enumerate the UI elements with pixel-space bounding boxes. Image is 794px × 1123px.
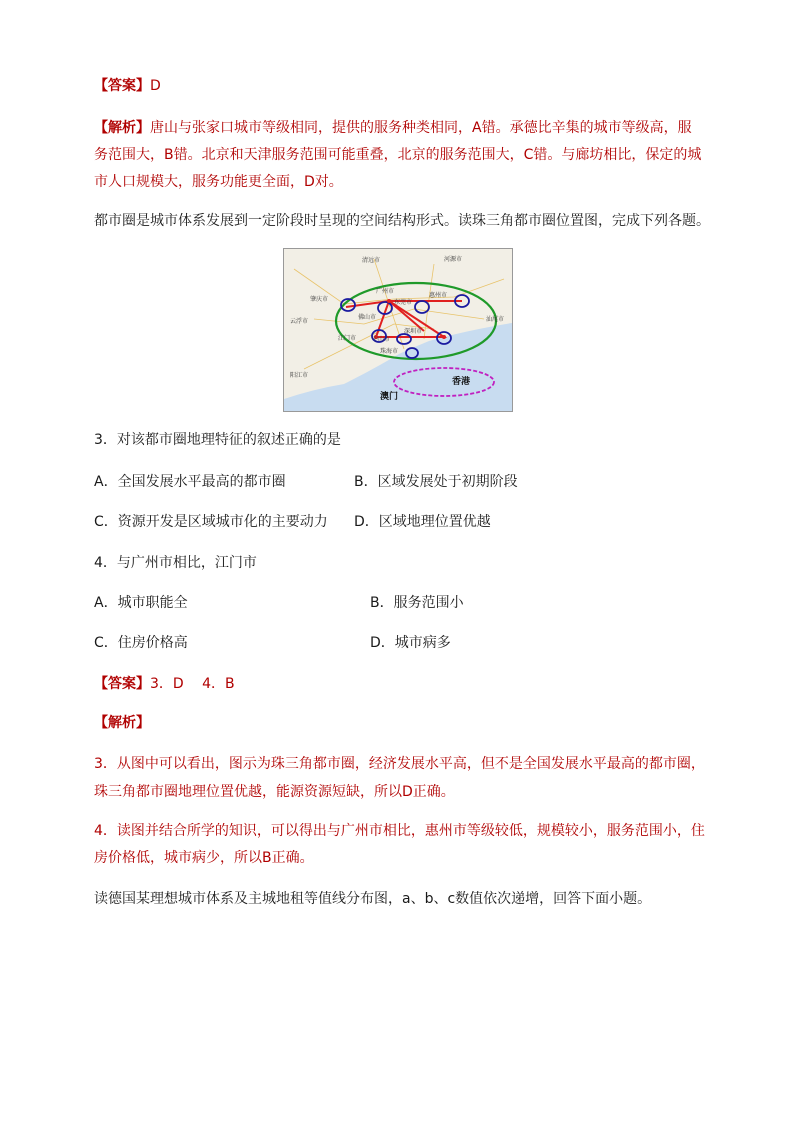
question-intro: 都市圈是城市体系发展到一定阶段时呈现的空间结构形式。读珠三角都市圈位置图，完成下列各题。 bbox=[94, 213, 710, 229]
answer-value-2: 3．D 4．B bbox=[150, 676, 235, 692]
label-heyuan: 河源市 bbox=[444, 256, 463, 263]
label-yunfu: 云浮市 bbox=[290, 318, 309, 325]
q3-option-a: A．全国发展水平最高的都市圈 bbox=[94, 474, 286, 490]
q3-option-c: C．资源开发是区域城市化的主要动力 bbox=[94, 514, 328, 530]
q4-stem: 4．与广州市相比，江门市 bbox=[94, 555, 257, 571]
label-zhuhai: 珠海市 bbox=[380, 348, 399, 355]
analysis-line-2 bbox=[94, 713, 150, 733]
analysis-text-3: 市人口规模大，服务功能更全面，D对。 bbox=[94, 174, 343, 190]
answer-tag: 【答案】 bbox=[94, 78, 150, 94]
answer-tag-2: 【答案】 bbox=[94, 676, 150, 692]
pearl-river-delta-map bbox=[283, 248, 513, 412]
label-jiangmen: 江门市 bbox=[338, 335, 357, 342]
exp4-line-2: 房价格低，城市病少，所以B正确。 bbox=[94, 850, 314, 866]
q4-option-c: C．住房价格高 bbox=[94, 635, 188, 651]
q4-option-b: B．服务范围小 bbox=[370, 595, 464, 611]
label-shenzhen: 深圳市 bbox=[404, 328, 423, 335]
q4-option-a: A．城市职能全 bbox=[94, 595, 188, 611]
analysis-tag-2: 【解析】 bbox=[94, 715, 150, 731]
label-guangzhou: 广州市 bbox=[376, 288, 395, 295]
label-zhongshan: 中山市 bbox=[372, 336, 391, 343]
analysis-tag: 【解析】 bbox=[94, 120, 150, 136]
analysis-text-1: 唐山与张家口城市等级相同，提供的服务种类相同，A错。承德比辛集的城市等级高，服 bbox=[150, 120, 692, 136]
q4-option-d: D．城市病多 bbox=[370, 635, 451, 651]
label-yangjiang: 阳江市 bbox=[290, 372, 309, 379]
label-huizhou: 惠州市 bbox=[429, 292, 448, 299]
label-hongkong: 香港 bbox=[452, 377, 471, 387]
answer-value: D bbox=[150, 78, 161, 94]
answer-line-2 bbox=[94, 674, 235, 694]
label-qingyuan: 清远市 bbox=[362, 257, 381, 264]
next-question-intro: 读德国某理想城市体系及主城地租等值线分布图，a、b、c数值依次递增，回答下面小题。 bbox=[94, 891, 652, 907]
exp3-line-2: 珠三角都市圈地理位置优越，能源资源短缺，所以D正确。 bbox=[94, 784, 455, 800]
q3-stem: 3．对该都市圈地理特征的叙述正确的是 bbox=[94, 432, 341, 448]
exp3-line-1: 3．从图中可以看出，图示为珠三角都市圈，经济发展水平高，但不是全国发展水平最高的都市圈， bbox=[94, 756, 705, 772]
label-foshan: 佛山市 bbox=[358, 314, 377, 321]
answer-line-1 bbox=[94, 76, 161, 96]
label-zhaoqing: 肇庆市 bbox=[310, 296, 329, 303]
label-macau: 澳门 bbox=[380, 392, 399, 402]
analysis-text-2: 务范围大，B错。北京和天津服务范围可能重叠，北京的服务范围大，C错。与廊坊相比，保定的城 bbox=[94, 147, 702, 163]
analysis-line-1 bbox=[94, 118, 692, 138]
label-dongguan: 东莞市 bbox=[394, 299, 413, 306]
q3-option-b: B．区域发展处于初期阶段 bbox=[354, 474, 518, 490]
label-shanwei: 汕尾市 bbox=[486, 316, 505, 323]
q3-option-d: D．区域地理位置优越 bbox=[354, 514, 491, 530]
exp4-line-1: 4．读图并结合所学的知识，可以得出与广州市相比，惠州市等级较低，规模较小，服务范围小，住 bbox=[94, 823, 705, 839]
